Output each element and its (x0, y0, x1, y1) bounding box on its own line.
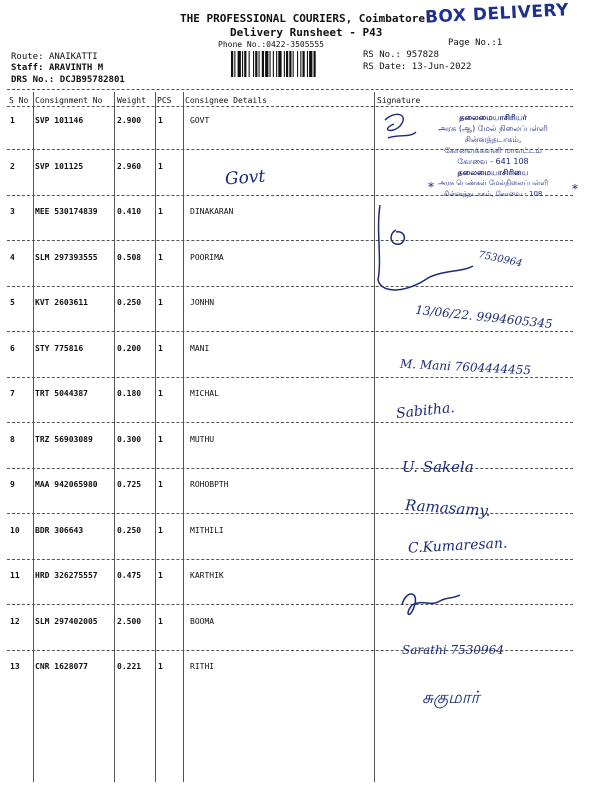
cell-sno: 6 (10, 343, 15, 353)
barcode-bar (314, 51, 316, 77)
barcode-bar (303, 51, 305, 77)
stamp-line: தலைமையாசிரியர் (459, 113, 527, 122)
cell-consignment: MAA 942065980 (35, 480, 98, 489)
stamp-line: தலைமையாசிரியை (457, 168, 529, 177)
cell-consignee: RITHI (190, 662, 215, 671)
row-divider (7, 286, 573, 287)
drs-label: DRS No.: (11, 75, 55, 85)
barcode-bar (286, 51, 288, 77)
stamp-line: அரசு பெண்கள் மேல்நிலைப்பள்ளி (438, 179, 548, 187)
barcode-bar (307, 51, 308, 77)
col-header-weight: Weight (117, 96, 146, 105)
phone-number: Phone No.:0422-3505555 (218, 40, 324, 49)
cell-consignment: SVP 101146 (35, 116, 84, 125)
rs-date-value: 13-Jun-2022 (411, 62, 472, 72)
handwritten-signature: Govt (224, 166, 266, 190)
handwritten-signature: 13/06/22. 9994605345 (414, 302, 554, 332)
col-divider (155, 92, 156, 782)
cell-consignee: MANI (190, 343, 210, 353)
cell-consignee: ROHOBPTH (190, 480, 229, 489)
cell-pcs: 1 (158, 525, 163, 535)
col-divider (183, 92, 184, 782)
stamp-line: அரசு (ஆ) மேல் நிலைப்பள்ளி (438, 124, 548, 133)
barcode-bar (255, 51, 257, 77)
barcode-bar (238, 51, 241, 77)
handwritten-signature: Sabitha. (395, 399, 456, 423)
cell-weight: 0.475 (117, 571, 142, 580)
barcode-bar (276, 51, 277, 77)
staff-line (11, 63, 103, 73)
table-header-rule (7, 106, 573, 107)
cell-weight: 0.508 (117, 252, 142, 262)
cell-weight: 0.300 (117, 434, 142, 444)
rs-no-label: RS No.: (363, 50, 401, 60)
col-divider (114, 92, 115, 782)
barcode-bar (234, 51, 235, 77)
runsheet-subtitle: Delivery Runsheet - P43 (230, 26, 383, 39)
barcode-bar (244, 51, 246, 77)
cell-sno: 9 (10, 480, 15, 489)
stamp-line: கோவைக்கவனி மாவட்டம் (444, 146, 542, 155)
cell-weight: 2.500 (117, 616, 142, 626)
cell-sno: 1 (10, 116, 15, 125)
barcode-image (231, 51, 355, 77)
row-divider (7, 377, 573, 378)
cell-pcs: 1 (158, 207, 163, 216)
signature-phone: 7530964 (477, 249, 524, 270)
box-delivery-stamp: BOX DELIVERY (424, 0, 570, 28)
rs-no-line (363, 50, 439, 60)
cell-weight: 2.900 (117, 116, 142, 125)
rs-date-line (363, 62, 471, 72)
cell-consignee: MICHAL (190, 389, 219, 398)
barcode-bar (273, 51, 274, 77)
cell-consignment: SLM 297393555 (35, 252, 98, 262)
col-divider (33, 92, 34, 782)
cell-consignment: STY 775816 (35, 343, 84, 353)
rs-no-value: 957828 (406, 50, 439, 60)
stamp-line: கோவை - 641 108 (457, 157, 529, 166)
row-divider (7, 559, 573, 560)
barcode-bar (249, 51, 250, 77)
cell-consignment: KVT 2603611 (35, 298, 88, 307)
barcode-bar (293, 51, 294, 77)
cell-weight: 2.960 (117, 161, 142, 171)
cell-sno: 10 (10, 525, 20, 535)
cell-consignee: MUTHU (190, 434, 215, 444)
cell-pcs: 1 (158, 161, 163, 171)
cell-sno: 11 (10, 571, 20, 580)
cell-consignee: DINAKARAN (190, 207, 234, 216)
cell-consignment: SVP 101125 (35, 161, 84, 171)
col-header-consignee: Consignee Details (185, 96, 267, 105)
cell-consignment: HRD 326275557 (35, 571, 98, 580)
signature-scribble (370, 108, 430, 158)
cell-weight: 0.250 (117, 298, 142, 307)
route-value: ANAIKATTI (48, 52, 98, 62)
cell-consignment: TRT 5044387 (35, 389, 88, 398)
barcode-bar (231, 51, 233, 77)
cell-consignment: TRZ 56903089 (35, 434, 93, 444)
cell-consignment: CNR 1628077 (35, 662, 88, 671)
cell-sno: 4 (10, 252, 15, 262)
table-top-rule (7, 89, 573, 90)
col-header-consignment: Consignment No (35, 96, 103, 105)
rs-date-label: RS Date: (363, 62, 407, 72)
barcode-bar (284, 51, 285, 77)
cell-sno: 13 (10, 662, 20, 671)
handwritten-signature: Sarathi 7530964 (402, 643, 504, 657)
row-divider (7, 422, 573, 423)
cell-weight: 0.250 (117, 525, 142, 535)
cell-consignee: BOOMA (190, 616, 215, 626)
handwritten-signature: C.Kumaresan. (407, 535, 508, 557)
barcode-bar (242, 51, 243, 77)
cell-sno: 5 (10, 298, 15, 307)
barcode-bar (289, 51, 291, 77)
cell-sno: 2 (10, 161, 15, 171)
col-header-pcs: PCS (157, 96, 172, 105)
handwritten-signature: சுகுமார் (422, 688, 480, 708)
signature-scribble (368, 200, 478, 300)
barcode-bar (300, 51, 301, 77)
col-divider (374, 92, 375, 782)
company-title: THE PROFESSIONAL COURIERS, Coimbatore (180, 12, 426, 25)
barcode-bar (297, 51, 298, 77)
barcode-bar (253, 51, 254, 77)
cell-pcs: 1 (158, 616, 163, 626)
cell-weight: 0.221 (117, 662, 142, 671)
drs-line (11, 75, 125, 85)
cell-consignment: SLM 297402005 (35, 616, 98, 626)
cell-pcs: 1 (158, 434, 163, 444)
cell-pcs: 1 (158, 252, 163, 262)
school-stamp (418, 112, 568, 200)
cell-pcs: 1 (158, 298, 163, 307)
barcode-bar (270, 51, 271, 77)
signature-stroke (402, 594, 460, 614)
cell-pcs: 1 (158, 389, 163, 398)
staff-value: ARAVINTH M (48, 63, 104, 73)
handwritten-signature: M. Mani 7604444455 (399, 356, 532, 378)
stamp-line: சின்னத்தடாகம், கோவை - 108 (443, 190, 543, 198)
cell-pcs: 1 (158, 662, 163, 671)
cell-weight: 0.725 (117, 480, 142, 489)
cell-sno: 8 (10, 434, 15, 444)
row-divider (7, 331, 573, 332)
col-header-sno: S No (9, 96, 29, 105)
cell-consignee: POORIMA (190, 252, 224, 262)
cell-consignee: MITHILI (190, 525, 224, 535)
cell-sno: 12 (10, 616, 20, 626)
cell-weight: 0.410 (117, 207, 142, 216)
barcode-bar (265, 51, 268, 77)
page-number: Page No.:1 (448, 38, 503, 48)
staff-label: Staff: (11, 63, 44, 73)
cell-weight: 0.180 (117, 389, 142, 398)
cell-pcs: 1 (158, 343, 163, 353)
row-divider (7, 240, 573, 241)
barcode-bar (309, 51, 312, 77)
signature-mark: * (428, 180, 434, 194)
drs-value: DCJB95782801 (59, 75, 125, 85)
cell-consignee: JONHN (190, 298, 215, 307)
cell-consignee: KARTHIK (190, 571, 224, 580)
cell-sno: 3 (10, 207, 15, 216)
barcode-bar (278, 51, 281, 77)
cell-pcs: 1 (158, 571, 163, 580)
cell-pcs: 1 (158, 480, 163, 489)
barcode-bar (262, 51, 264, 77)
stamp-line: சின்னத்தடாகம், (464, 135, 522, 144)
cell-weight: 0.200 (117, 343, 142, 353)
handwritten-signature: Ramasamy. (404, 496, 492, 520)
signature-scribble (396, 585, 466, 625)
cell-pcs: 1 (158, 116, 163, 125)
cell-sno: 7 (10, 389, 15, 398)
handwritten-signature: U. Sakela (402, 458, 474, 476)
cell-consignee: GOVT (190, 116, 210, 125)
row-divider (7, 468, 573, 469)
barcode-bar (259, 51, 260, 77)
signature-mark: * (572, 182, 578, 196)
route-label: Route: (11, 52, 44, 62)
row-divider (7, 604, 573, 605)
route-line (11, 52, 98, 62)
cell-consignment: BDR 306643 (35, 525, 84, 535)
col-header-signature: Signature (377, 96, 421, 105)
cell-consignment: MEE 530174839 (35, 207, 98, 216)
